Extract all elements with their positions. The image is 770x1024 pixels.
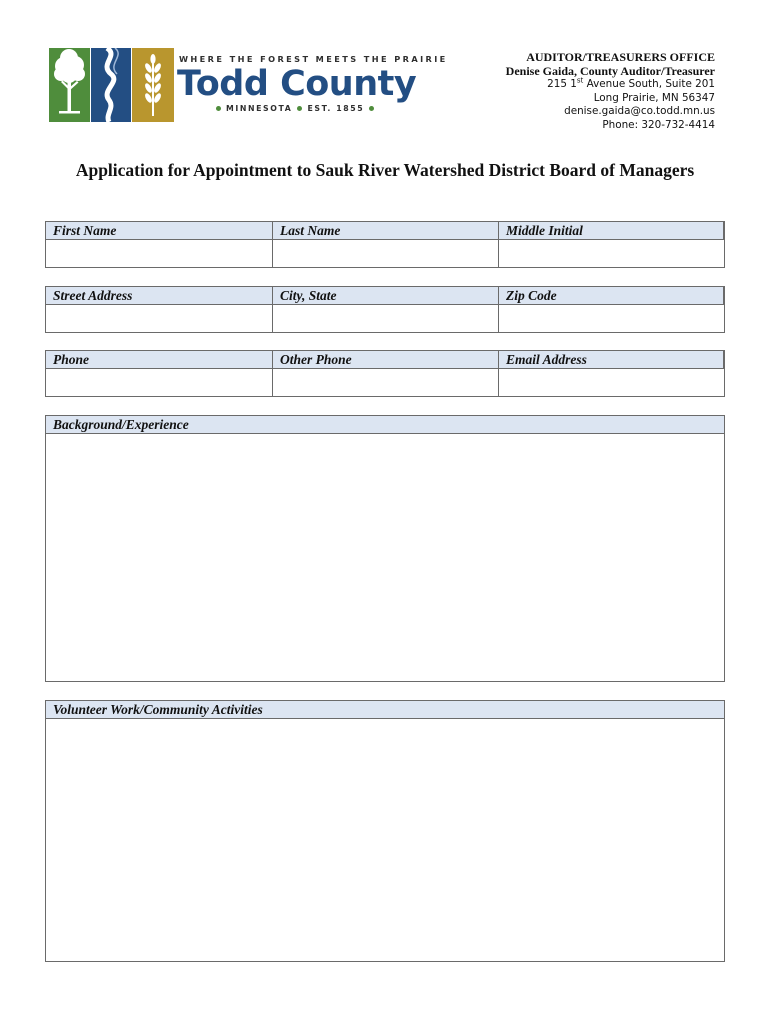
last-name-field[interactable] [273,240,499,267]
city-state-label: City, State [273,287,499,305]
contact-fields-table [45,350,725,397]
volunteer-work-field[interactable] [46,719,724,961]
zip-code-field[interactable] [499,305,724,332]
other-phone-label: Other Phone [273,351,499,369]
first-name-label: First Name [46,222,273,240]
street-address-label: Street Address [46,287,273,305]
bullet-dot [216,106,221,111]
volunteer-work-label: Volunteer Work/Community Activities [46,701,724,719]
logo-county-name: Todd County [177,64,417,104]
volunteer-work-section [45,700,725,962]
name-fields-table [45,221,725,268]
bullet-dot [297,106,302,111]
phone-label: Phone [46,351,273,369]
other-phone-field[interactable] [273,369,499,396]
logo-emblem [49,48,174,122]
address-fields-table [45,286,725,333]
office-contact-block [506,51,715,133]
last-name-label: Last Name [273,222,499,240]
logo-established: EST. 1855 [307,104,365,113]
city-state-field[interactable] [273,305,499,332]
todd-county-logo [49,48,448,122]
middle-initial-field[interactable] [499,240,724,267]
office-city: Long Prairie, MN 56347 [593,91,715,104]
zip-code-label: Zip Code [499,287,724,305]
office-person: Denise Gaida, County Auditor/Treasurer [505,63,715,78]
middle-initial-label: Middle Initial [499,222,724,240]
logo-state: MINNESOTA [226,104,293,113]
email-address-label: Email Address [499,351,724,369]
office-phone: Phone: 320-732-4414 [602,118,715,131]
background-experience-section [45,415,725,682]
phone-field[interactable] [46,369,273,396]
first-name-field[interactable] [46,240,273,267]
logo-subline [211,104,379,113]
form-title: Application for Appointment to Sauk River Watershed District Board of Managers [75,160,695,180]
street-address-field[interactable] [46,305,273,332]
background-experience-field[interactable] [46,434,724,681]
office-email[interactable]: denise.gaida@co.todd.mn.us [564,105,715,118]
office-address: 215 1st Avenue South, Suite 201 [547,76,715,91]
background-experience-label: Background/Experience [46,416,724,434]
logo-tagline: WHERE THE FOREST MEETS THE PRAIRIE [179,54,448,64]
email-address-field[interactable] [499,369,724,396]
bullet-dot [369,106,374,111]
office-title: AUDITOR/TREASURERS OFFICE [526,50,715,64]
